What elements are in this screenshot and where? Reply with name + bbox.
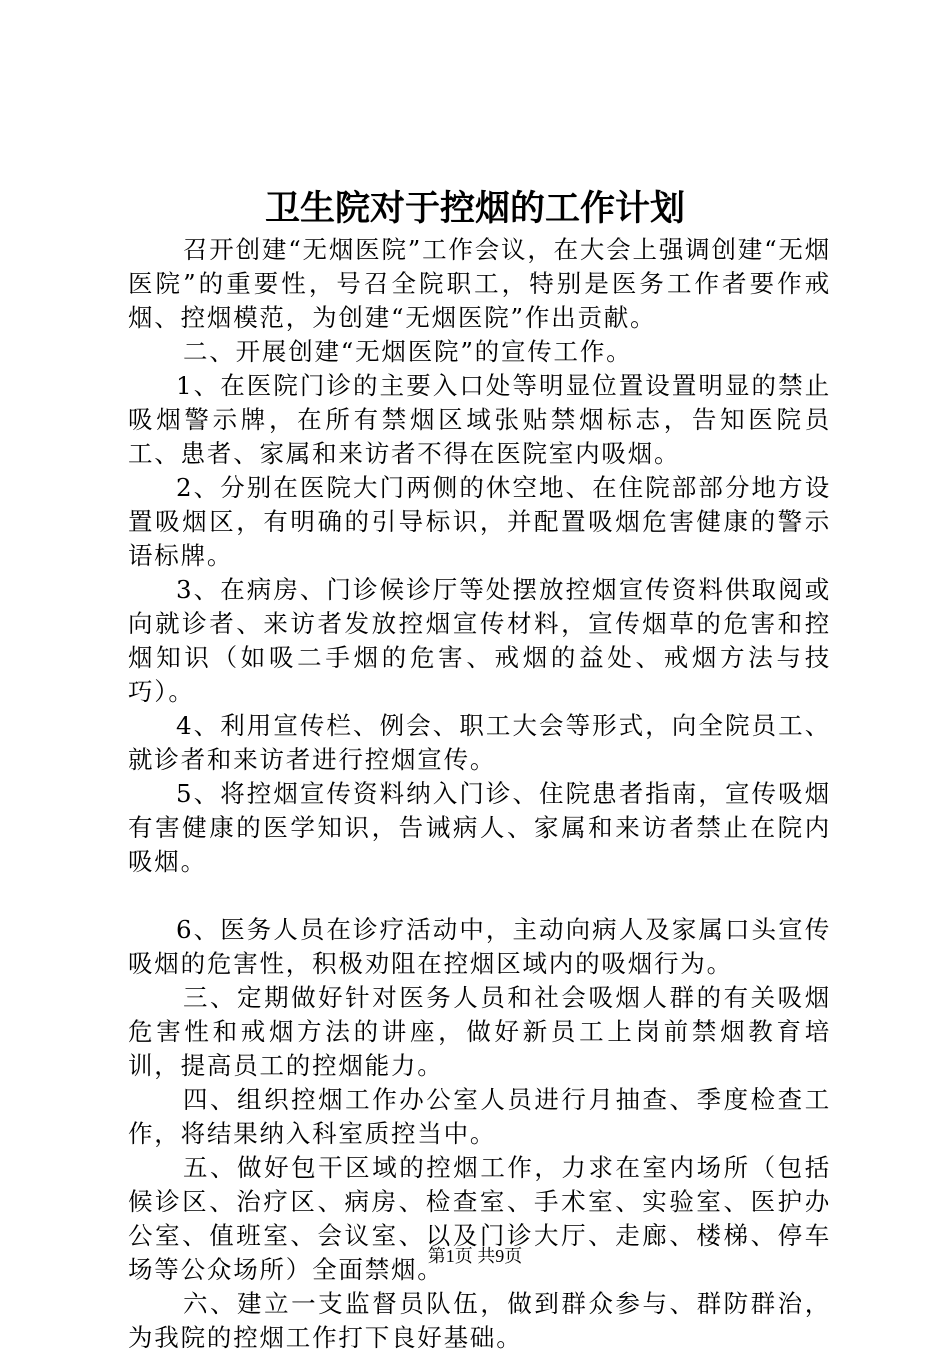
paragraph-item-1: 1、在医院门诊的主要入口处等明显位置设置明显的禁止吸烟警示牌，在所有禁烟区域张贴禁烟标志，告知医院员工、患者、家属和来访者不得在医院室内吸烟。 xyxy=(128,371,831,468)
paragraph-item-4: 4、利用宣传栏、例会、职工大会等形式，向全院员工、就诊者和来访者进行控烟宣传。 xyxy=(128,711,831,774)
paragraph-item-3: 3、在病房、门诊候诊厅等处摆放控烟宣传资料供取阅或向就诊者、来访者发放控烟宣传材料，宣传烟草的危害和控烟知识（如吸二手烟的危害、戒烟的益处、戒烟方法与技巧）。 xyxy=(128,575,831,706)
document-title: 卫生院对于控烟的工作计划 xyxy=(264,188,685,229)
paragraph-item-2: 2、分别在医院大门两侧的休空地、在住院部部分地方设置吸烟区，有明确的引导标识，并配置吸烟危害健康的警示语标牌。 xyxy=(128,473,831,570)
paragraph-gap xyxy=(128,879,831,913)
page-footer: 第1页 共9页 xyxy=(427,1246,523,1266)
paragraph-section-6: 六、建立一支监督员队伍，做到群众参与、群防群治，为我院的控烟工作打下良好基础。 xyxy=(128,1289,831,1352)
paragraph-item-5: 5、将控烟宣传资料纳入门诊、住院患者指南，宣传吸烟有害健康的医学知识，告诫病人、家属和来访者禁止在院内吸烟。 xyxy=(128,779,831,876)
paragraph-section-4: 四、组织控烟工作办公室人员进行月抽查、季度检查工作，将结果纳入科室质控当中。 xyxy=(128,1085,831,1148)
paragraph-section-3: 三、定期做好针对医务人员和社会吸烟人群的有关吸烟危害性和戒烟方法的讲座，做好新员工上岗前禁烟教育培训，提高员工的控烟能力。 xyxy=(128,983,831,1080)
document-body xyxy=(128,233,831,1355)
paragraph-section-5: 五、做好包干区域的控烟工作，力求在室内场所（包括候诊区、治疗区、病房、检查室、手术室、实验室、医护办公室、值班室、会议室、以及门诊大厅、走廊、楼梯、停车场等公众场所）全面禁烟。 xyxy=(128,1153,831,1284)
paragraph-intro: 召开创建“无烟医院”工作会议，在大会上强调创建“无烟医院”的重要性，号召全院职工，特别是医务工作者要作戒烟、控烟模范，为创建“无烟医院”作出贡献。 xyxy=(128,235,831,332)
paragraph-section-2: 二、开展创建“无烟医院”的宣传工作。 xyxy=(183,337,633,366)
paragraph-item-6: 6、医务人员在诊疗活动中，主动向病人及家属口头宣传吸烟的危害性，积极劝阻在控烟区域内的吸烟行为。 xyxy=(128,915,831,978)
